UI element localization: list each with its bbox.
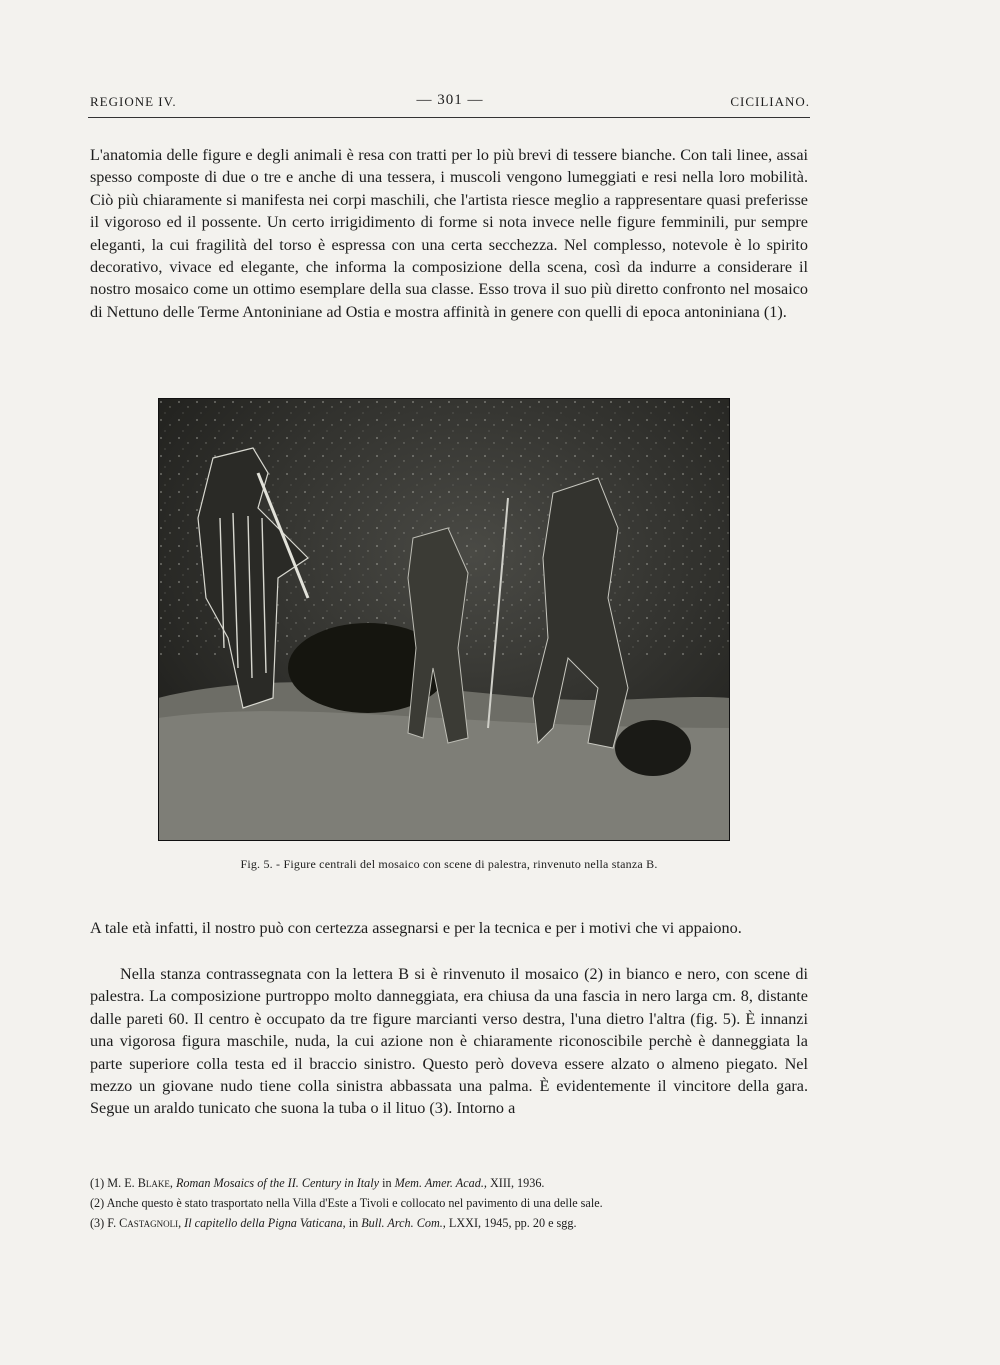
mosaic-photograph — [158, 398, 730, 841]
mosaic-image — [158, 398, 730, 841]
footnotes — [90, 1173, 808, 1233]
paragraph-stanza-b: Nella stanza contrassegnata con la lettera B si è rinvenuto il mosaico (2) in bianco e nero, con scene di palestra. La composizione purtroppo molto danneggiata, era chiusa da una fascia in nero larga cm. 8, distante dalle pareti 60. Il centro è occupato da tre figure marcianti verso destra, l'una dietro l'altra (fig. 5). È innanzi una vigorosa figura maschile, nuda, la cui azione non è chiaramente riconoscibile perchè è danneggiata la parte superiore colla testa ed il braccio sinistro. Questo però doveva essere alzato o almeno piegato. Nel mezzo un giovane nudo tiene colla sinistra abbassata una palma. È evidentemente il vincitore della gara. Segue un araldo tunicato che suona la tuba o il lituo (3). Intorno a — [90, 965, 808, 1118]
paragraph-anatomy: L'anatomia delle figure e degli animali è resa con tratti per lo più brevi di tessere bianche. Con tali linee, assai spesso composte di due o tre e anche di una tessera, i muscoli vengono lumeggiati e resi nella loro mobilità. Ciò più chiaramente si manifesta nei corpi maschili, che l'artista riesce meglio a rappresentare quasi preferisse il vigoroso ed il possente. Un certo irrigidimento di forme si nota invece nelle figure femminili, pur sempre eleganti, la cui fragilità del torso è espressa con una certa secchezza. Nel complesso, notevole è lo spirito decorativo, vivace ed elegante, che informa la composizione della scena, così da indurre a considerare il nostro mosaico come un ottimo esemplare della sua classe. Esso trova il suo più diretto confronto nel mosaico di Nettuno delle Terme Antoniniane ad Ostia e mostra affinità in genere con quelli di epoca antoniniana (1). — [90, 146, 808, 321]
header-rule — [88, 117, 810, 118]
header-place: CICILIANO. — [730, 94, 810, 109]
running-header — [90, 92, 810, 114]
footnote-1: (1) M. E. Blake, Roman Mosaics of the II. Century in Italy in Mem. Amer. Acad., XIII, 1936. — [90, 1176, 545, 1190]
paragraph-dating: A tale età infatti, il nostro può con certezza assegnarsi e per la tecnica e per i motivi che vi appaiono. — [90, 919, 742, 937]
header-region: REGIONE IV. — [90, 94, 177, 109]
footnote-3: (3) F. Castagnoli, Il capitello della Pigna Vaticana, in Bull. Arch. Com., LXXI, 1945, pp. 20 e sgg. — [90, 1216, 577, 1230]
footnote-2: (2) Anche questo è stato trasportato nella Villa d'Este a Tivoli e collocato nel pavimento di una delle sale. — [90, 1196, 603, 1210]
page-number: — 301 — — [416, 92, 484, 108]
figure-caption: Fig. 5. - Figure centrali del mosaico con scene di palestra, rinvenuto nella stanza B. — [240, 857, 658, 871]
